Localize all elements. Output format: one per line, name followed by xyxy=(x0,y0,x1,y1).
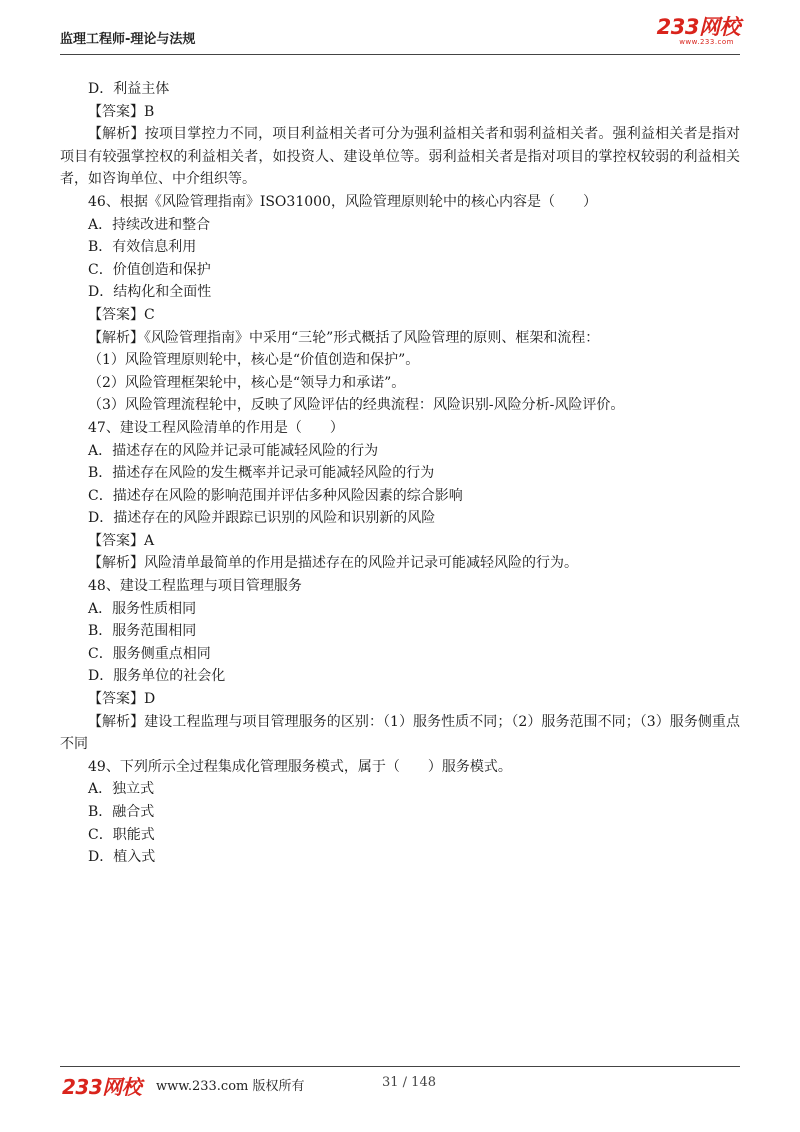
page-header xyxy=(60,0,740,55)
q48-explanation: 【解析】建设工程监理与项目管理服务的区别：（1）服务性质不同；（2）服务范围不同；（3）服务侧重点不同 xyxy=(60,713,740,753)
q48-option-c: C．服务侧重点相同 xyxy=(88,645,211,662)
q48-answer: 【答案】D xyxy=(88,691,156,708)
document-body xyxy=(60,78,740,869)
q46-explanation-item-3: （3）风险管理流程轮中，反映了风险评估的经典流程：风险识别-风险分析-风险评价。 xyxy=(88,397,625,414)
q46-option-a: A．持续改进和整合 xyxy=(88,216,211,233)
q46-option-c: C．价值创造和保护 xyxy=(88,261,211,278)
question-49: 49、下列所示全过程集成化管理服务模式，属于（ ）服务模式。 xyxy=(88,758,512,775)
q46-explanation-item-1: （1）风险管理原则轮中，核心是“价值创造和保护”。 xyxy=(88,352,420,369)
option-d-line: D．利益主体 xyxy=(88,81,170,97)
q48-option-d: D．服务单位的社会化 xyxy=(88,668,226,685)
q46-explanation: 【解析】《风险管理指南》中采用“三轮”形式概括了风险管理的原则、框架和流程： xyxy=(88,329,600,346)
q47-option-d: D．描述存在的风险并跟踪已识别的风险和识别新的风险 xyxy=(88,510,436,527)
header-title: 监理工程师-理论与法规 xyxy=(60,32,196,47)
logo-subtext: www.233.com xyxy=(679,38,734,46)
q48-option-a: A．服务性质相同 xyxy=(88,600,197,617)
q48-option-b: B．服务范围相同 xyxy=(88,623,197,640)
page-number: 31 / 148 xyxy=(382,1075,436,1090)
answer-line: 【答案】B xyxy=(88,103,155,120)
q49-option-d: D．植入式 xyxy=(88,849,156,866)
page-footer xyxy=(60,1066,740,1097)
q49-option-b: B．融合式 xyxy=(88,804,155,820)
q46-option-b: B．有效信息利用 xyxy=(88,239,197,256)
question-48: 48、建设工程监理与项目管理服务 xyxy=(88,578,302,595)
question-47: 47、建设工程风险清单的作用是（ ） xyxy=(88,419,344,436)
q46-explanation-item-2: （2）风险管理框架轮中，核心是“领导力和承诺”。 xyxy=(88,374,406,391)
q47-explanation: 【解析】风险清单最简单的作用是描述存在的风险并记录可能减轻风险的行为。 xyxy=(88,555,578,572)
q47-option-c: C．描述存在风险的影响范围并评估多种风险因素的综合影响 xyxy=(88,487,463,504)
q46-option-d: D．结构化和全面性 xyxy=(88,284,212,301)
q47-option-b: B．描述存在风险的发生概率并记录可能减轻风险的行为 xyxy=(88,465,435,482)
q46-answer: 【答案】C xyxy=(88,306,155,323)
footer-copyright: www.233.com 版权所有 xyxy=(156,1079,305,1094)
logo-text: 233网校 xyxy=(656,15,740,39)
explanation-paragraph: 【解析】按项目掌控力不同，项目利益相关者可分为强利益相关者和弱利益相关者。强利益相关者是指对项目有较强掌控权的利益相关者，如投资人、建设单位等。弱利益相关者是指对项目的掌控权较弱的利益相关者，如咨询单位、中介组织等。 xyxy=(60,126,740,188)
q49-option-c: C．职能式 xyxy=(88,826,155,843)
question-46: 46、根据《风险管理指南》ISO31000，风险管理原则轮中的核心内容是（ ） xyxy=(88,193,597,210)
footer-logo: 233网校 xyxy=(62,1075,142,1099)
q47-option-a: A．描述存在的风险并记录可能减轻风险的行为 xyxy=(88,442,379,459)
q47-answer: 【答案】A xyxy=(88,532,155,549)
brand-logo xyxy=(657,16,740,46)
q49-option-a: A．独立式 xyxy=(88,781,155,798)
